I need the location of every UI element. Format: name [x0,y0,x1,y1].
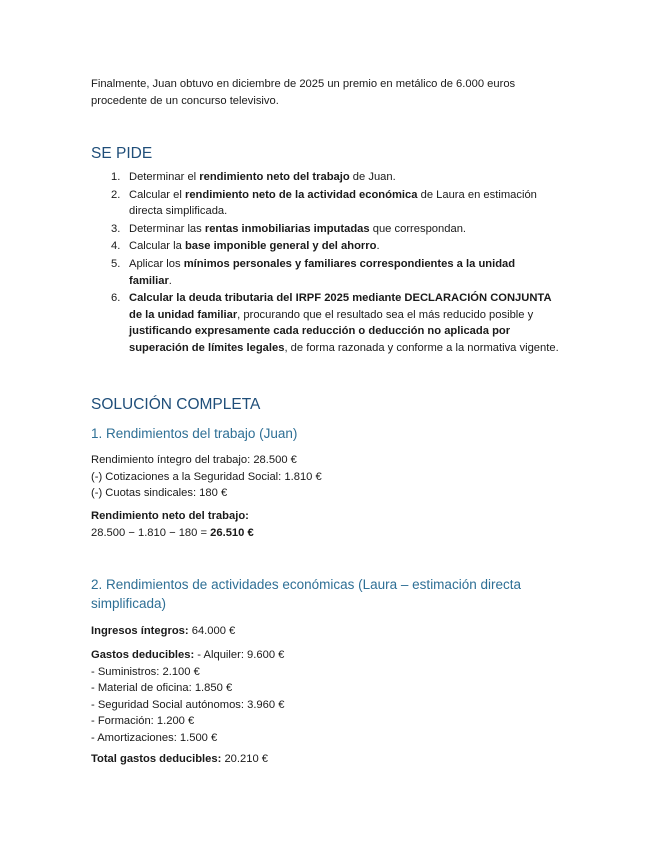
ingresos-line [91,623,571,640]
task-number: 5. [111,257,121,270]
gasto-line: - Amortizaciones: 1.500 € [91,731,218,744]
task-number: 3. [111,222,121,235]
task-number: 4. [111,240,121,253]
task-number: 6. [111,292,121,305]
task-item [91,187,561,220]
trabajo-line: (-) Cotizaciones a la Seguridad Social: 1.810 € [91,470,322,483]
task-item [91,169,561,186]
task-text-bold: rendimiento neto del trabajo [199,171,350,183]
ingresos-label: Ingresos íntegros: [91,625,189,637]
trabajo-lines [91,452,571,502]
task-text: Determinar el [129,171,200,183]
trabajo-line: (-) Cuotas sindicales: 180 € [91,487,228,499]
task-text-bold: Calcular la deuda tributaria del IRPF 2025 mediante DECLARACIÓN CONJUNTA de la unidad familiar [129,292,552,321]
task-text-bold: justificando expresamente cada reducción o deducción no aplicada por superación de límites legales [129,325,511,354]
task-number: 1. [111,171,121,183]
task-number: 2. [111,188,121,201]
task-text: . [168,274,172,287]
task-item [91,290,561,356]
task-item [91,221,561,238]
task-text: Calcular el [129,188,185,201]
intro-paragraph: Finalmente, Juan obtuvo en diciembre de 2025 un premio en metálico de 6.000 euros procedente de un concurso televisivo. [91,78,516,107]
task-item [91,238,561,255]
neto-label: Rendimiento neto del trabajo: [91,510,249,522]
task-list [91,169,561,358]
task-text-bold: base imponible general y del ahorro [184,240,377,253]
se-pide-heading: SE PIDE [91,145,153,162]
gastos-block [91,647,571,746]
gasto-line: - Formación: 1.200 € [91,715,195,727]
task-text: de Juan. [349,171,396,183]
gasto-line: - Suministros: 2.100 € [91,665,200,678]
trabajo-line: Rendimiento íntegro del trabajo: 28.500 € [91,454,297,466]
task-text: que correspondan. [369,222,467,235]
total-gastos-line [91,751,571,768]
task-text-bold: mínimos personales y familiares correspondientes a la unidad familiar [129,257,516,287]
gasto-line: - Seguridad Social autónomos: 3.960 € [91,698,285,711]
task-text-bold: rentas inmobiliarias imputadas [204,222,370,235]
task-text-bold: rendimiento neto de la actividad económica [184,188,418,201]
task-item [91,256,561,289]
gasto-line: - Material de oficina: 1.850 € [91,682,233,694]
neto-result: 26.510 € [210,526,254,539]
ingresos-value: 64.000 € [188,625,236,637]
section-2-title: 2. Rendimientos de actividades económicas (Laura – estimación directa simplificada) [91,577,521,611]
total-gastos-value: 20.210 € [221,753,269,765]
task-text: Aplicar los [129,257,184,270]
neto-calculation [91,525,571,542]
task-text: Calcular la [129,240,185,253]
task-text: . [376,240,380,253]
solucion-heading: SOLUCIÓN COMPLETA [91,396,261,413]
gasto-alquiler: - Alquiler: 9.600 € [194,649,285,661]
total-gastos-label: Total gastos deducibles: [91,753,222,765]
task-text: de Laura en estimación directa simplificada. [129,188,537,218]
task-text: Determinar las [129,222,205,235]
trabajo-neto [91,508,571,541]
section-1-title: 1. Rendimientos del trabajo (Juan) [91,426,298,441]
gastos-label: Gastos deducibles: [91,649,195,661]
task-text: , procurando que el resultado sea el más reducido posible y [237,308,534,321]
task-text: , de forma razonada y conforme a la normativa vigente. [284,341,559,354]
neto-formula: 28.500 − 1.810 − 180 = [91,526,211,539]
